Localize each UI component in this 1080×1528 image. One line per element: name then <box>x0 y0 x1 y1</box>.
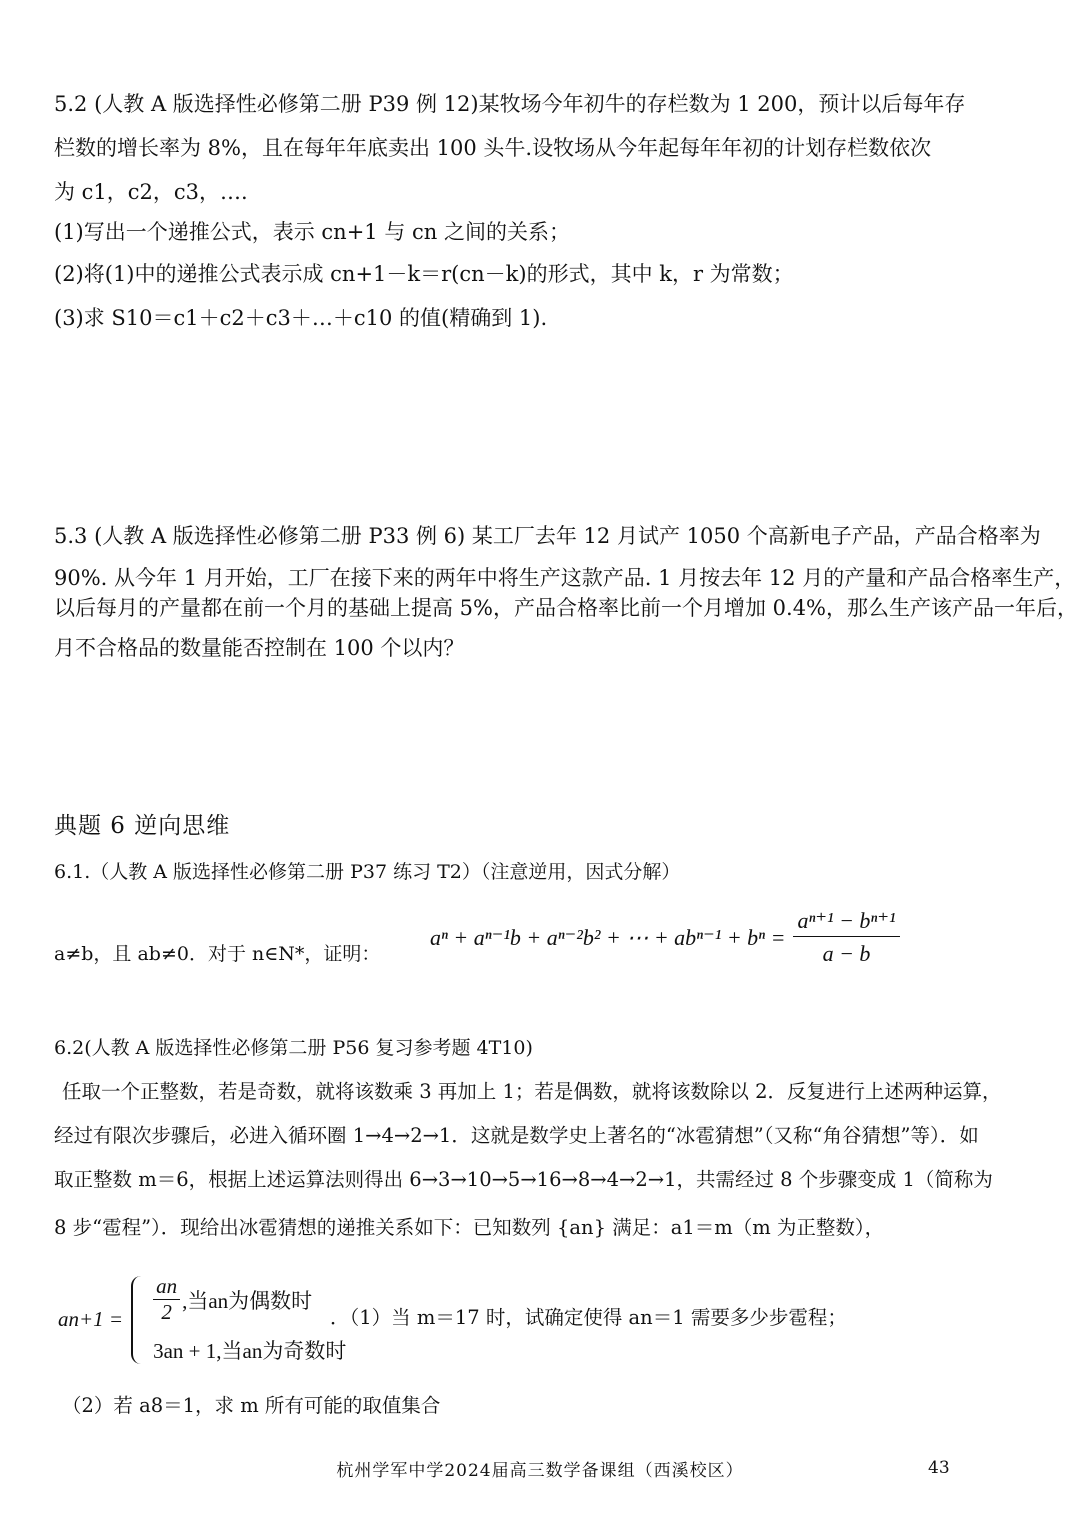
left-brace-icon <box>131 1276 147 1364</box>
recurrence-piecewise <box>58 1274 346 1365</box>
case-even-denominator: 2 <box>161 1300 172 1324</box>
problem-6-2-question-2: （2）若 a8＝1，求 m 所有可能的取值集合 <box>62 1394 441 1417</box>
problem-6-2-line-3: 取正整数 m＝6，根据上述运算法则得出 6→3→10→5→16→8→4→2→1，共需经过 8 个步骤变成 1（简称为 <box>54 1168 993 1191</box>
case-even-fraction <box>153 1274 180 1325</box>
case-odd-text: 3an + 1,当an为奇数时 <box>153 1339 347 1363</box>
problem-6-1-formula <box>430 908 900 967</box>
problem-6-2-heading: 6.2(人教 A 版选择性必修第二册 P56 复习参考题 4T10) <box>54 1037 533 1059</box>
problem-6-1-heading: 6.1.（人教 A 版选择性必修第二册 P37 练习 T2）（注意逆用，因式分解） <box>54 861 681 883</box>
page-number: 43 <box>928 1458 950 1478</box>
problem-5-2-line-1: 5.2 (人教 A 版选择性必修第二册 P39 例 12)某牧场今年初牛的存栏数为 1 200，预计以后每年存 <box>54 92 966 116</box>
problem-6-2-line-4: 8 步“雹程”）．现给出冰雹猜想的递推关系如下：已知数列 {an} 满足：a1＝m（m 为正整数）， <box>54 1216 885 1239</box>
problem-6-2-question-1: ．（1）当 m＝17 时，试确定使得 an＝1 需要多少步雹程； <box>330 1306 847 1329</box>
formula-denominator: a − b <box>822 941 871 966</box>
problem-5-3-line-2: 90%. 从今年 1 月开始，工厂在接下来的两年中将生产这款产品. 1 月按去年 12 月的产量和产品合格率生产， <box>54 566 1076 590</box>
formula-lhs: aⁿ + aⁿ⁻¹b + aⁿ⁻²b² + ⋯ + abⁿ⁻¹ + bⁿ = <box>430 924 786 950</box>
problem-5-3-line-3: 以后每月的产量都在前一个月的基础上提高 5%，产品合格率比前一个月增加 0.4%，那么生产该产品一年后， <box>54 596 1079 620</box>
problem-5-2-question-3: (3)求 S10＝c1＋c2＋c3＋…＋c10 的值(精确到 1). <box>54 306 548 330</box>
problem-6-2-line-1: 任取一个正整数，若是奇数，就将该数乘 3 再加上 1；若是偶数，就将该数除以 2．反复进行上述两种运算， <box>62 1080 1002 1103</box>
formula-fraction <box>793 908 899 967</box>
problem-5-2-question-1: (1)写出一个递推公式，表示 cn+1 与 cn 之间的关系； <box>54 220 570 244</box>
case-even-numerator: an <box>153 1274 180 1300</box>
problem-5-2-line-3: 为 c1，c2，c3，…. <box>54 180 248 204</box>
problem-5-3-line-1: 5.3 (人教 A 版选择性必修第二册 P33 例 6) 某工厂去年 12 月试产 1050 个高新电子产品，产品合格率为 <box>54 524 1041 548</box>
recurrence-lhs: an+1 = <box>58 1307 124 1331</box>
page-footer-school: 杭州学军中学2024届高三数学备课组（西溪校区） <box>336 1461 744 1481</box>
problem-6-1-condition: a≠b，且 ab≠0．对于 n∈N*，证明： <box>54 943 381 965</box>
problem-5-2-question-2: (2)将(1)中的递推公式表示成 cn+1－k＝r(cn－k)的形式，其中 k，r 为常数； <box>54 262 794 286</box>
problem-6-2-line-2: 经过有限次步骤后，必进入循环圈 1→4→2→1．这就是数学史上著名的“冰雹猜想”（又称“角谷猜想”等）．如 <box>54 1124 979 1147</box>
case-even-text: ,当an为偶数时 <box>182 1288 313 1313</box>
problem-5-3-line-4: 月不合格品的数量能否控制在 100 个以内？ <box>54 636 465 660</box>
problem-5-2-line-2: 栏数的增长率为 8%，且在每年年底卖出 100 头牛.设牧场从今年起每年年初的计划存栏数依次 <box>54 136 932 160</box>
formula-numerator: aⁿ⁺¹ − bⁿ⁺¹ <box>793 908 899 937</box>
section-6-title: 典题 6 逆向思维 <box>54 813 231 839</box>
case-even <box>153 1274 346 1325</box>
case-odd <box>153 1335 346 1365</box>
recurrence-cases <box>153 1274 346 1365</box>
